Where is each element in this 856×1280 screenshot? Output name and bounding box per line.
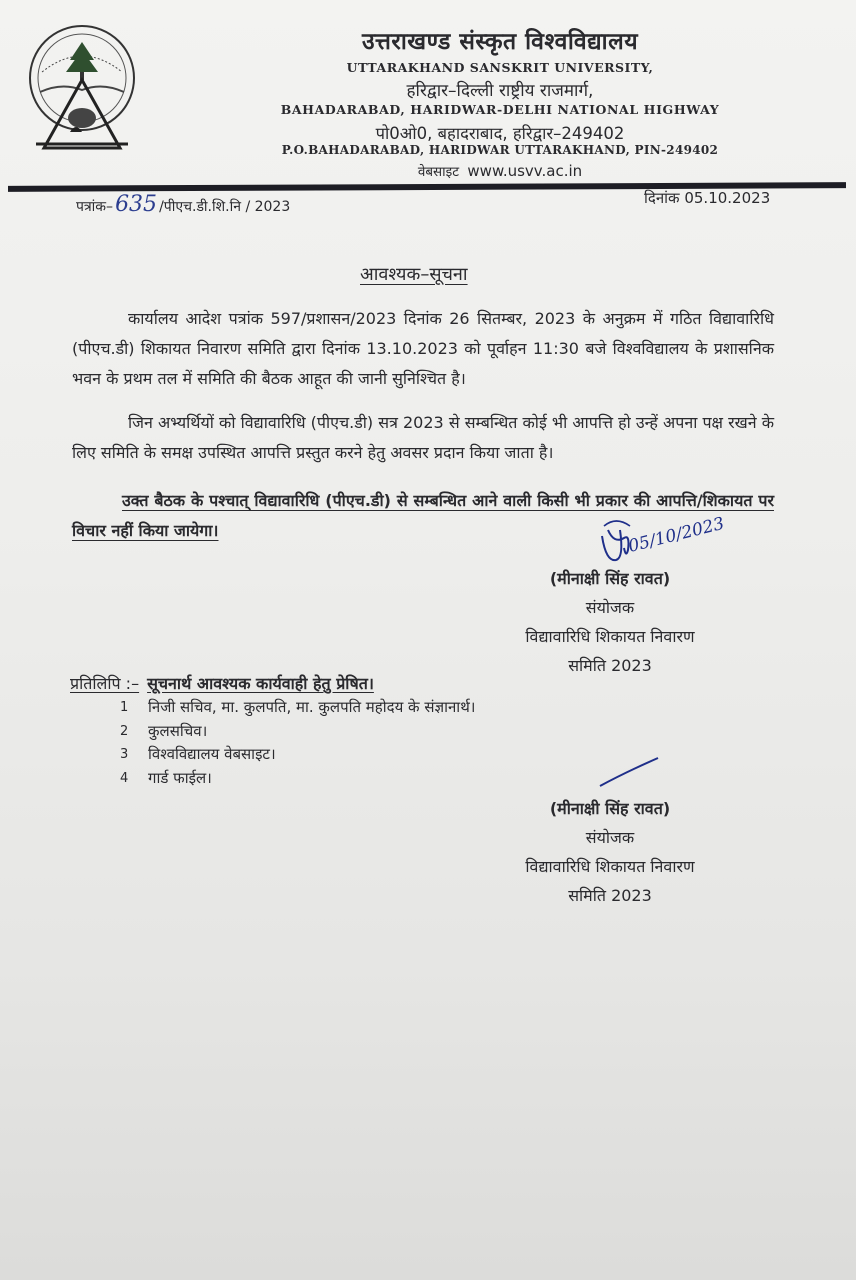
website-line: [240, 162, 760, 180]
signatory-name: (मीनाक्षी सिंह रावत): [549, 799, 671, 818]
paragraph-objections: जिन अभ्यर्थियों को विद्यावारिधि (पीएच.डी) सत्र 2023 से सम्बन्धित कोई भी आपत्ति हो उन्हें अपना पक्ष रखने के लिए समिति के समक्ष उपस्थित आपत्ति प्रस्तुत करने हेतु अवसर प्रदान किया जाता है।: [72, 413, 774, 462]
list-item: 3 विश्वविद्यालय वेबसाइट।: [120, 745, 276, 763]
address-hindi-line1: हरिद्वार–दिल्ली राष्ट्रीय राजमार्ग,: [406, 81, 594, 101]
signatory-block-2: [480, 794, 740, 910]
list-item: 2 कुलसचिव।: [120, 721, 208, 740]
signatory-committee-line1: विद्यावारिधि शिकायत निवारण: [525, 627, 695, 646]
signatory-designation: संयोजक: [585, 598, 635, 617]
copy-to-label: प्रतिलिपि :–: [70, 674, 140, 693]
notice-title: आवश्यक–सूचना: [360, 264, 468, 285]
handwritten-date: 05/10/2023: [626, 513, 726, 557]
list-item: 4 गार्ड फाईल।: [120, 768, 212, 787]
university-name-hindi: उत्तराखण्ड संस्कृत विश्वविद्यालय: [361, 29, 639, 55]
address-hindi-line2: पो0ओ0, बहादराबाद, हरिद्वार–249402: [375, 124, 625, 143]
university-name-english: UTTARAKHAND SANSKRIT UNIVERSITY,: [346, 60, 654, 75]
letter-date: दिनांक 05.10.2023: [644, 189, 771, 207]
address-english-line2: P.O.BAHADARABAD, HARIDWAR UTTARAKHAND, PIN-249402: [281, 143, 719, 157]
reference-suffix: /पीएच.डी.शि.नि / 2023: [159, 199, 291, 215]
signatory-committee-line1: विद्यावारिधि शिकायत निवारण: [525, 857, 695, 876]
handwritten-signature-with-date: [596, 506, 726, 570]
copy-to-list: [120, 696, 475, 790]
address-english-line1: BAHADARABAD, HARIDWAR-DELHI NATIONAL HIGHWAY: [280, 102, 720, 117]
list-item: 1 निजी सचिव, मा. कुलपति, मा. कुलपति महोदय के संज्ञानार्थ।: [120, 698, 476, 716]
signatory-committee-line2: समिति 2023: [568, 886, 652, 905]
signatory-designation: संयोजक: [585, 828, 635, 847]
copy-to-heading: [70, 672, 374, 694]
university-logo-emblem: [22, 20, 142, 155]
reference-handwritten-number: 635: [115, 192, 158, 217]
website-url[interactable]: www.usvv.ac.in: [467, 162, 583, 180]
signatory-committee-line2: समिति 2023: [568, 656, 652, 675]
reference-prefix: पत्रांक–: [76, 199, 114, 215]
warning-text: उक्त बैठक के पश्चात् विद्यावारिधि (पीएच.डी) से सम्बन्धित आने वाली किसी भी प्रकार की आपत्ति/शिकायत पर विचार नहीं किया जायेगा।: [72, 491, 774, 540]
paragraph-meeting-notice: कार्यालय आदेश पत्रांक 597/प्रशासन/2023 दिनांक 26 सितम्बर, 2023 के अनुक्रम में गठित विद्यावारिधि (पीएच.डी) शिकायत निवारण समिति द्वारा दिनांक 13.10.2023 को पूर्वाहन 11:30 बजे विश्वविद्यालय के प्रशासनिक भवन के प्रथम तल में समिति की बैठक आहूत की जानी सुनिश्चित है।: [72, 309, 774, 388]
signatory-name: (मीनाक्षी सिंह रावत): [549, 569, 671, 588]
copy-to-text: सूचनार्थ आवश्यक कार्यवाही हेतु प्रेषित।: [147, 674, 374, 693]
signatory-block-1: [480, 564, 740, 680]
handwritten-signature-stroke: [596, 752, 666, 792]
website-label: वेबसाइट: [417, 164, 460, 180]
reference-number: [76, 192, 290, 217]
